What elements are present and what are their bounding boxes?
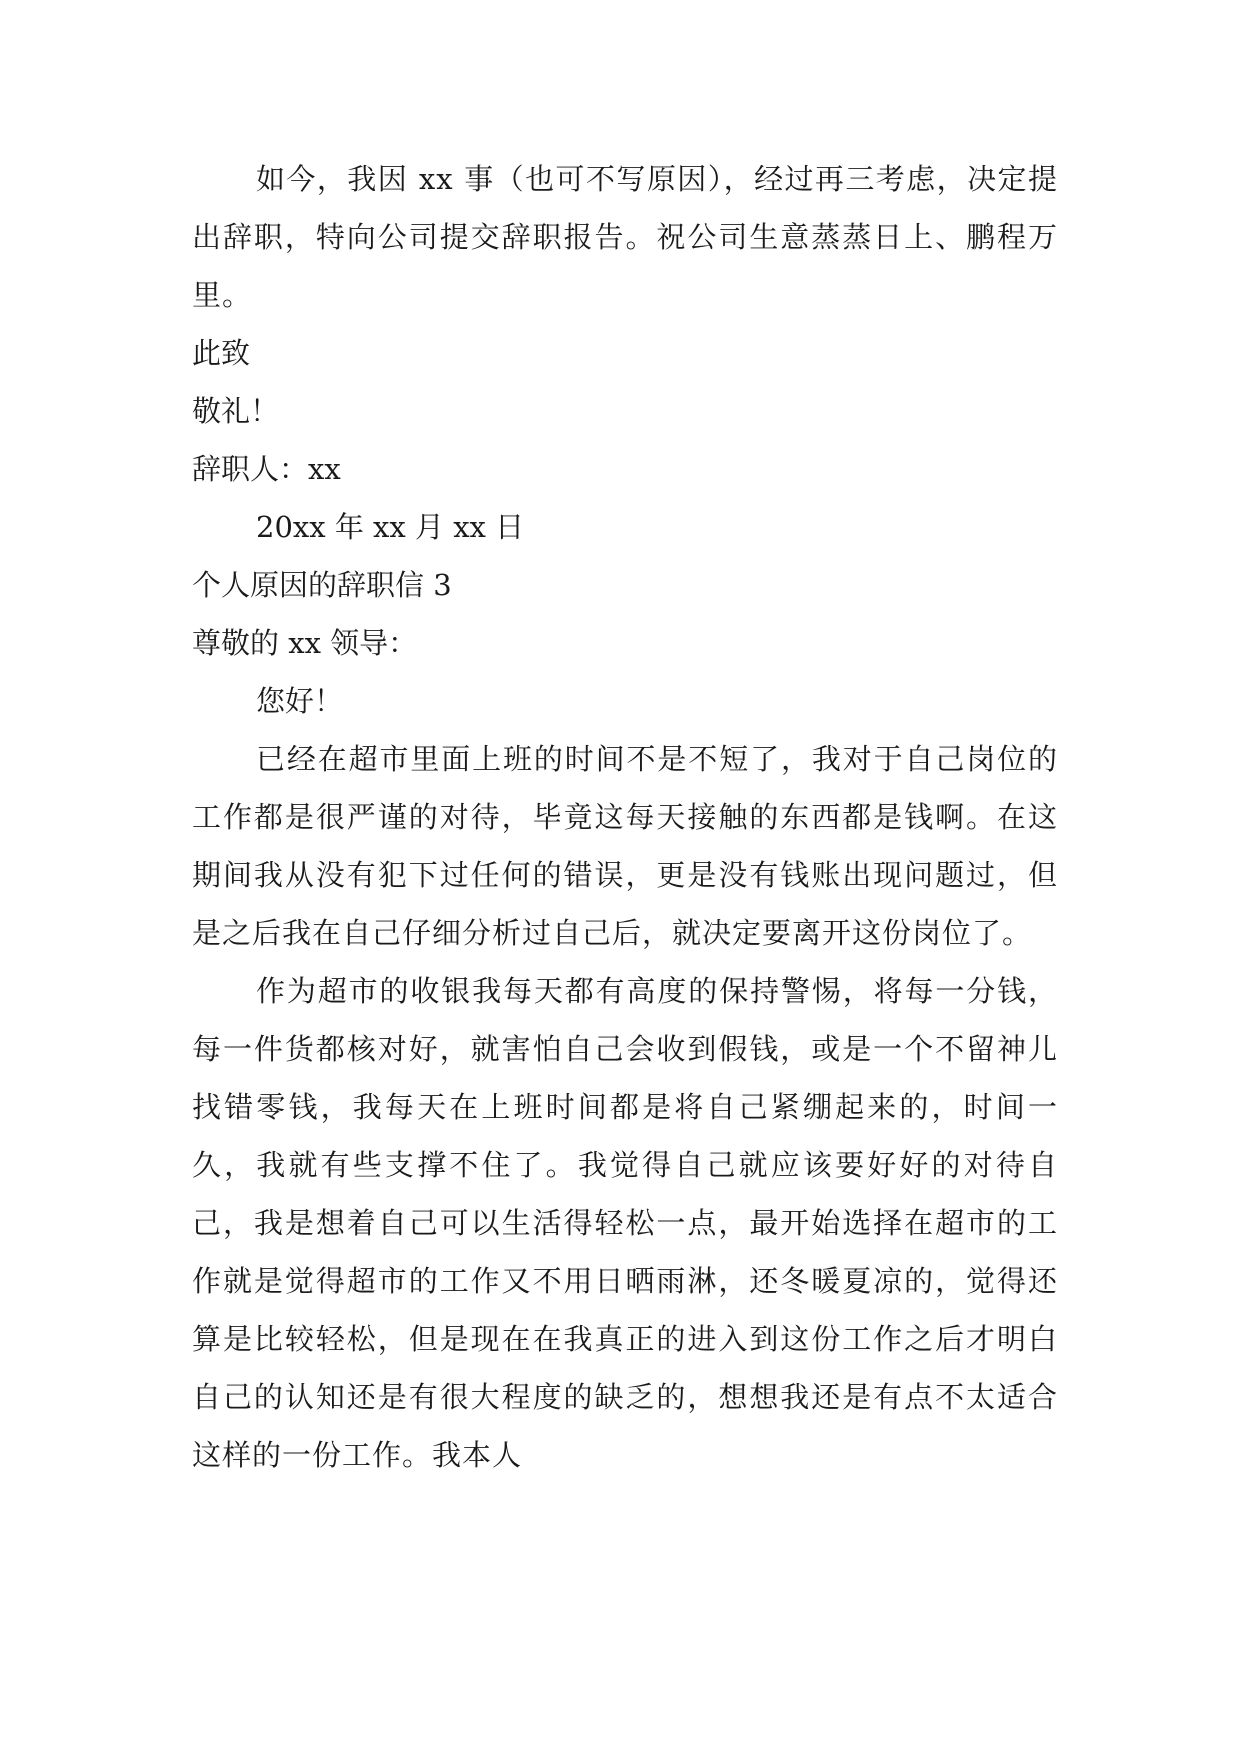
salutation: 尊敬的 xx 领导： [192, 626, 418, 660]
closing-line-1: 此致 [192, 336, 251, 370]
paragraph-work-history: 已经在超市里面上班的时间不是不短了，我对于自己岗位的工作都是很严谨的对待，毕竟这每天接触的东西都是钱啊。在这期间我从没有犯下过任何的错误，更是没有钱账出现问题过，但是之后我在自己仔细分析过自己后，就决定要离开这份岗位了。 [192, 742, 1058, 950]
closing-line-2: 敬礼！ [192, 394, 280, 428]
document-page [192, 150, 1058, 1484]
paragraph-reason: 如今，我因 xx 事（也可不写原因），经过再三考虑，决定提出辞职，特向公司提交辞职报告。祝公司生意蒸蒸日上、鹏程万里。 [192, 162, 1058, 312]
letter-heading: 个人原因的辞职信 3 [192, 568, 452, 602]
greeting: 您好！ [256, 684, 344, 718]
paragraph-cashier-duty: 作为超市的收银我每天都有高度的保持警惕，将每一分钱，每一件货都核对好，就害怕自己会收到假钱，或是一个不留神儿找错零钱，我每天在上班时间都是将自己紧绷起来的，时间一久，我就有些支撑不住了。我觉得自己就应该要好好的对待自己，我是想着自己可以生活得轻松一点，最开始选择在超市的工作就是觉得超市的工作又不用日晒雨淋，还冬暖夏凉的，觉得还算是比较轻松，但是现在在我真正的进入到这份工作之后才明白自己的认知还是有很大程度的缺乏的，想想我还是有点不太适合这样的一份工作。我本人 [192, 974, 1058, 1472]
date-line: 20xx 年 xx 月 xx 日 [256, 510, 525, 544]
signer-line: 辞职人：xx [192, 452, 341, 486]
